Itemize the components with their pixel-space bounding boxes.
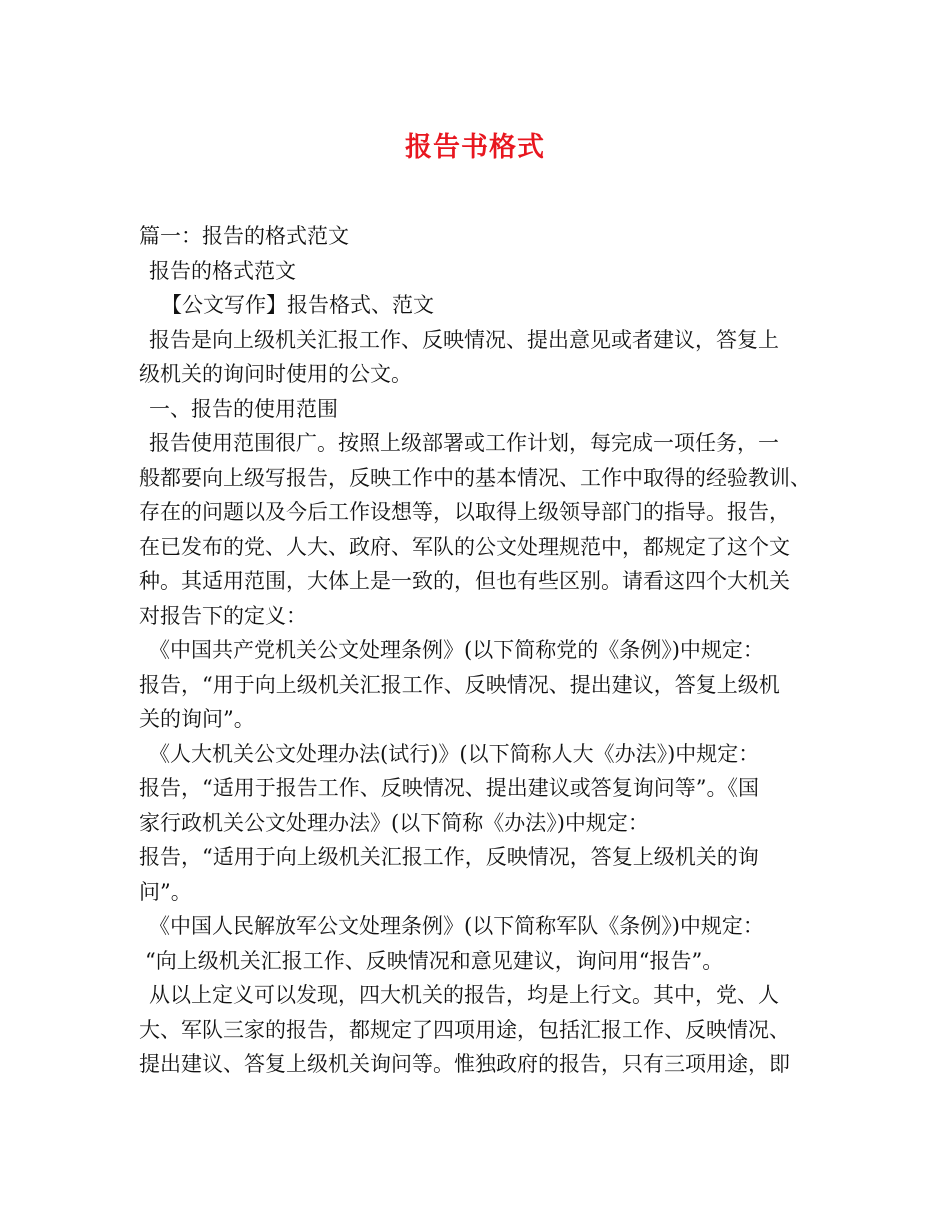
paragraph-line: 报告使用范围很广。按照上级部署或工作计划，每完成一项任务，一 xyxy=(149,431,779,455)
paragraph-line: 报告，“适用于向上级机关汇报工作，反映情况，答复上级机关的询 xyxy=(139,845,759,869)
paragraph-line: 《人大机关公文处理办法(试行)》(以下简称人大《办法》)中规定： xyxy=(149,741,760,766)
paragraph-line: 报告，“适用于报告工作、反映情况、提出建议或答复询问等”。《国 xyxy=(139,776,759,800)
paragraph-line: 提出建议、答复上级机关询问等。惟独政府的报告，只有三项用途，即 xyxy=(139,1052,790,1076)
paragraph-line: 报告是向上级机关汇报工作、反映情况、提出意见或者建议，答复上 xyxy=(149,327,779,352)
paragraph-line: 种。其适用范围，大体上是一致的，但也有些区别。请看这四个大机关 xyxy=(139,569,790,593)
section-heading: 篇一：报告的格式范文 xyxy=(139,224,349,248)
paragraph-line: 《中国人民解放军公文处理条例》(以下简称军队《条例》)中规定： xyxy=(149,914,764,938)
paragraph-line: 从以上定义可以发现，四大机关的报告，均是上行文。其中，党、人 xyxy=(149,983,779,1007)
paragraph-line: 般都要向上级写报告，反映工作中的基本情况、工作中取得的经验教训、 xyxy=(139,465,811,490)
paragraph-line: 家行政机关公文处理办法》(以下简称《办法》)中规定： xyxy=(139,810,649,835)
paragraph-line: 《中国共产党机关公文处理条例》(以下简称党的《条例》)中规定： xyxy=(149,638,764,662)
section-subheading: 一、报告的使用范围 xyxy=(149,396,338,421)
paragraph-line: 报告，“用于向上级机关汇报工作、反映情况、提出建议，答复上级机 xyxy=(139,672,780,697)
paragraph-line: “向上级机关汇报工作、反映情况和意见建议，询问用“报告”。 xyxy=(145,948,724,973)
paragraph-line: 问”。 xyxy=(139,879,192,904)
category-line: 【公文写作】报告格式、范文 xyxy=(161,293,434,317)
paragraph-line: 在已发布的党、人大、政府、军队的公文处理规范中，都规定了这个文 xyxy=(139,534,790,559)
subheading: 报告的格式范文 xyxy=(149,258,296,283)
paragraph-line: 大、军队三家的报告，都规定了四项用途，包括汇报工作、反映情况、 xyxy=(139,1017,790,1042)
paragraph-line: 关的询问”。 xyxy=(139,707,255,731)
paragraph-line: 级机关的询问时使用的公文。 xyxy=(139,362,412,386)
paragraph-line: 对报告下的定义： xyxy=(139,603,307,628)
paragraph-line: 存在的问题以及今后工作设想等，以取得上级领导部门的指导。报告， xyxy=(139,500,790,524)
document-title: 报告书格式 xyxy=(405,132,545,163)
document-body xyxy=(139,219,819,1082)
